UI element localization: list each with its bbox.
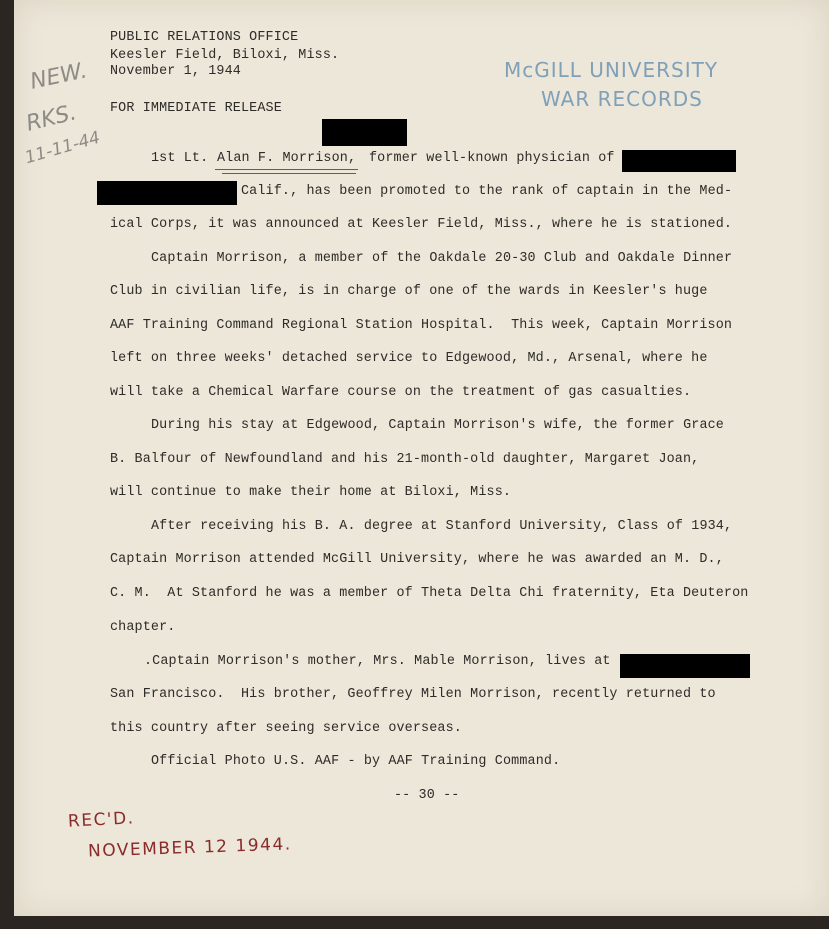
release-notice: FOR IMMEDIATE RELEASE <box>110 101 282 116</box>
body-line: will continue to make their home at Biloxi, Miss. <box>110 485 512 500</box>
body-line: San Francisco. His brother, Geoffrey Milen Morrison, recently returned to <box>110 687 716 702</box>
body-line: this country after seeing service overseas. <box>110 721 462 736</box>
header-date: November 1, 1944 <box>110 64 241 79</box>
pencil-note-date: 11-11-44 <box>22 127 103 169</box>
body-line: will take a Chemical Warfare course on the treatment of gas casualties. <box>110 385 692 400</box>
page-number: -- 30 -- <box>394 788 460 803</box>
photo-credit: Official Photo U.S. AAF - by AAF Training Command. <box>151 754 561 769</box>
body-line: B. Balfour of Newfoundland and his 21-month-old daughter, Margaret Joan, <box>110 452 700 467</box>
redaction-box <box>622 150 736 172</box>
body-line: Calif., has been promoted to the rank of captain in the Med- <box>241 184 733 199</box>
body-line: Captain Morrison attended McGill University, where he was awarded an M. D., <box>110 552 724 567</box>
body-line: former well-known physician of <box>369 151 615 166</box>
header-office: PUBLIC RELATIONS OFFICE <box>110 30 299 45</box>
redaction-box <box>620 654 750 678</box>
body-line: 1st Lt. <box>151 151 209 166</box>
body-line: C. M. At Stanford he was a member of Theta Delta Chi fraternity, Eta Deuteron <box>110 586 749 601</box>
redaction-box <box>322 119 407 146</box>
body-line: Club in civilian life, is in charge of one of the wards in Keesler's huge <box>110 284 708 299</box>
body-line: AAF Training Command Regional Station Hospital. This week, Captain Morrison <box>110 318 733 333</box>
body-line: Captain Morrison, a member of the Oakdale 20-30 Club and Oakdale Dinner <box>151 251 733 266</box>
body-line: After receiving his B. A. degree at Stanford University, Class of 1934, <box>151 519 733 534</box>
name-underline <box>222 173 356 174</box>
body-line: .Captain Morrison's mother, Mrs. Mable Morrison, lives at <box>144 654 611 669</box>
archive-stamp-line-2: WAR RECORDS <box>541 87 703 111</box>
header-location: Keesler Field, Biloxi, Miss. <box>110 48 340 63</box>
body-line: chapter. <box>110 620 176 635</box>
redaction-box <box>97 181 237 205</box>
pencil-note-new: NEW. <box>28 58 90 95</box>
body-line: left on three weeks' detached service to Edgewood, Md., Arsenal, where he <box>110 351 708 366</box>
name-underline <box>215 169 358 170</box>
received-label: REC'D. <box>67 808 136 832</box>
subject-name: Alan F. Morrison, <box>217 151 357 166</box>
pencil-note-initials: RKS. <box>23 100 79 137</box>
archive-stamp-line-1: McGILL UNIVERSITY <box>504 58 719 82</box>
body-line: During his stay at Edgewood, Captain Morrison's wife, the former Grace <box>151 418 724 433</box>
body-line: ical Corps, it was announced at Keesler Field, Miss., where he is stationed. <box>110 217 733 232</box>
document-page <box>14 0 829 916</box>
received-date: NOVEMBER 12 1944. <box>87 834 292 862</box>
